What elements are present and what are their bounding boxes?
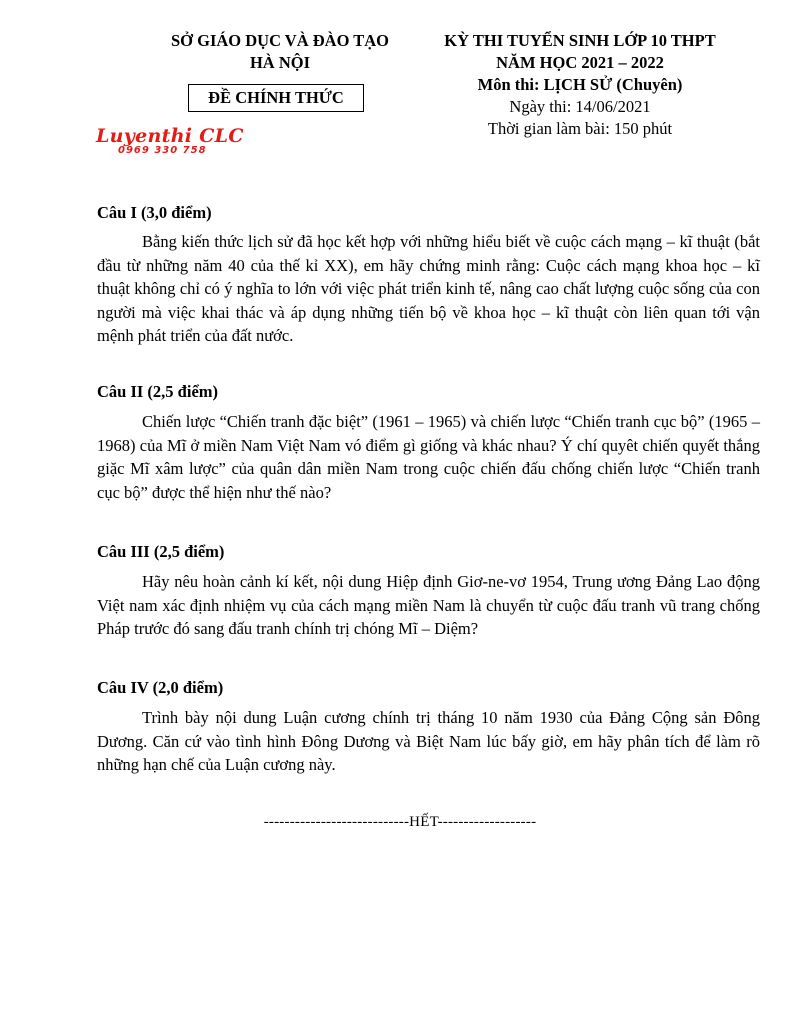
issuing-department — [150, 30, 410, 74]
stamp-phone: 0969 330 758 — [118, 145, 207, 156]
question-1-body: Bằng kiến thức lịch sử đã học kết hợp với những hiểu biết về cuộc cách mạng – kĩ thuật (bắt đầu từ những năm 40 của thế kỉ XX), em hãy chứng minh rằng: Cuộc cách mạng khoa học – kĩ thuật không chỉ có ý nghĩa to lớn với việc phát triển kinh tế, nâng cao chất lượng cuộc sống của con người mà việc khai thác và áp dụng những tiến bộ về khoa học – kĩ thuật còn liên quan tới vận mệnh phát triển của đất nước. — [97, 232, 760, 345]
watermark-stamp — [96, 125, 256, 161]
official-exam-label: ĐỀ CHÍNH THỨC — [188, 84, 364, 112]
school-year: NĂM HỌC 2021 – 2022 — [496, 53, 664, 72]
question-3-title: Câu III (2,5 điểm) — [97, 542, 225, 561]
question-2-body: Chiến lược “Chiến tranh đặc biệt” (1961 – 1965) và chiến lược “Chiến tranh cục bộ” (1965 – 1968) của Mĩ ở miền Nam Việt Nam vó điểm gì giống và khác nhau? Ý chí quyêt chiến quyết thắng giặc Mĩ xâm lược” của quân dân miền Nam trong cuộc chiến đấu chống chiến lược “Chiến tranh cục bộ” được thể hiện như thế nào? — [97, 412, 760, 502]
exam-date: Ngày thi: 14/06/2021 — [509, 97, 651, 116]
exam-info — [420, 30, 740, 140]
question-1-title: Câu I (3,0 điểm) — [97, 203, 212, 222]
stamp-name: Luyenthi CLC — [96, 125, 244, 147]
department-name: SỞ GIÁO DỤC VÀ ĐÀO TẠO — [170, 31, 390, 50]
department-city: HÀ NỘI — [249, 53, 311, 72]
question-4-body: Trình bày nội dung Luận cương chính trị tháng 10 năm 1930 của Đảng Cộng sản Đông Dương. Căn cứ vào tình hình Đông Dương và Biệt Nam lúc bấy giờ, em hãy phân tích để làm rõ những hạn chế của Luận cương này. — [97, 708, 760, 774]
question-3-body: Hãy nêu hoàn cảnh kí kết, nội dung Hiệp định Giơ-ne-vơ 1954, Trung ương Đảng Lao động Việt nam xác định nhiệm vụ của cách mạng miền Nam là chuyển từ cuộc đấu tranh vũ trang chống Pháp trước đó sang đấu tranh chính trị chóng Mĩ – Diệm? — [97, 572, 760, 638]
end-of-exam-marker: ----------------------------HẾT------------------- — [263, 814, 537, 830]
exam-title: KỲ THI TUYỂN SINH LỚP 10 THPT — [444, 31, 716, 50]
exam-subject: Môn thi: LỊCH SỬ (Chuyên) — [477, 75, 683, 94]
question-4-title: Câu IV (2,0 điểm) — [97, 678, 224, 697]
exam-duration: Thời gian làm bài: 150 phút — [487, 119, 673, 138]
question-2-title: Câu II (2,5 điểm) — [97, 382, 219, 401]
